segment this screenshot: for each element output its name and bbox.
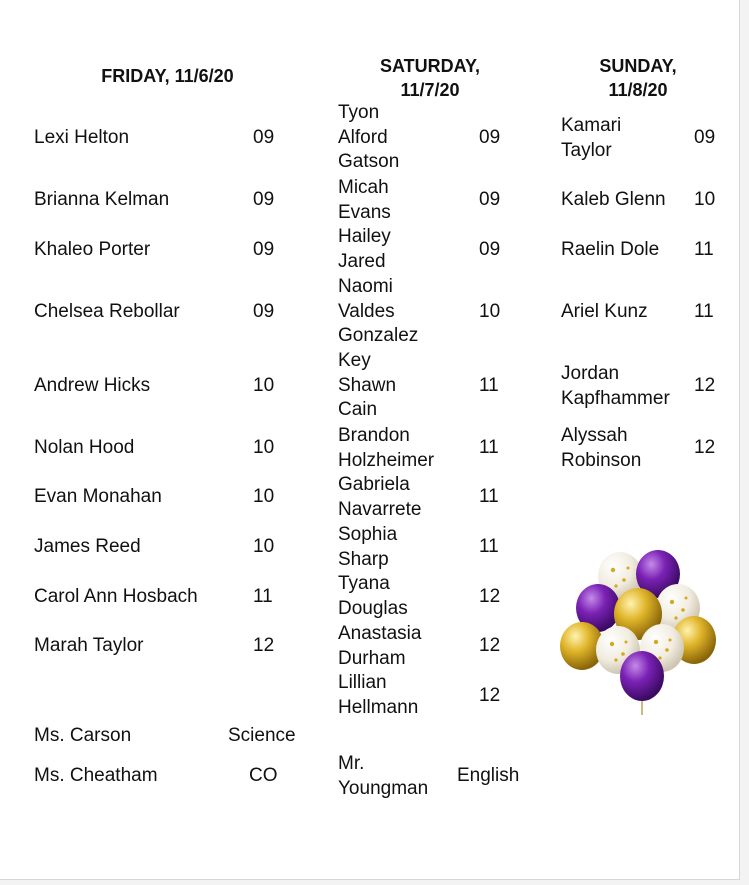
- friday-student-grade: 09: [253, 301, 275, 322]
- name-line: Sharp: [338, 548, 389, 570]
- name-line: Evans: [338, 201, 391, 223]
- saturday-header: [340, 54, 520, 102]
- name-line: Kamari: [561, 115, 622, 136]
- name-line: Shawn: [338, 374, 397, 396]
- name-line: Anastasia: [338, 623, 422, 644]
- friday-teacher-name: Ms. Cheatham: [34, 765, 158, 786]
- name-line: Youngman: [338, 777, 429, 799]
- name-line: Durham: [338, 647, 406, 669]
- friday-student-grade: 10: [253, 486, 275, 507]
- friday-student-name: Chelsea Rebollar: [34, 301, 180, 322]
- sunday-student-grade: 11: [694, 239, 714, 260]
- sunday-student-name: [561, 362, 670, 411]
- friday-student-name: Brianna Kelman: [34, 189, 170, 210]
- saturday-student-grade: 12: [479, 635, 501, 656]
- saturday-student-grade: 09: [479, 127, 501, 148]
- name-line: Kaleb Glenn: [561, 189, 666, 210]
- sunday-student-grade: 10: [694, 189, 716, 210]
- name-line: Mr.: [338, 753, 365, 774]
- friday-student-name: Khaleo Porter: [34, 239, 151, 260]
- saturday-student-grade: 11: [479, 437, 499, 458]
- balloons-icon: [558, 550, 718, 720]
- saturday-student-name: [338, 473, 421, 522]
- sunday-header: [568, 54, 708, 102]
- friday-student-grade: 11: [253, 586, 273, 607]
- sunday-student-grade: 09: [694, 127, 716, 148]
- sunday-student-grade: 12: [694, 437, 716, 458]
- name-line: Gonzalez: [338, 325, 419, 346]
- name-line: Brandon: [338, 425, 410, 446]
- sunday-student-name: [561, 114, 621, 163]
- saturday-student-grade: 11: [479, 375, 499, 396]
- saturday-student-name: [338, 622, 421, 671]
- name-line: Gatson: [338, 151, 400, 172]
- saturday-header-line1: SATURDAY,: [379, 56, 481, 76]
- name-line: Kapfhammer: [561, 387, 670, 409]
- name-line: Micah: [338, 177, 389, 198]
- saturday-student-name: [338, 523, 397, 572]
- friday-teacher-subject: Science: [228, 725, 296, 746]
- sunday-student-name: [561, 188, 666, 213]
- saturday-student-name: [338, 176, 391, 225]
- friday-student-name: Evan Monahan: [34, 486, 162, 507]
- name-line: Ariel Kunz: [561, 301, 648, 322]
- friday-student-grade: 10: [253, 536, 275, 557]
- name-line: Lillian: [338, 672, 387, 693]
- name-line: Raelin Dole: [561, 239, 660, 260]
- name-line: Tyon: [338, 102, 380, 123]
- name-line: Hellmann: [338, 696, 419, 718]
- friday-student-name: Andrew Hicks: [34, 375, 151, 396]
- name-line: Naomi: [338, 276, 393, 297]
- friday-student-name: James Reed: [34, 536, 141, 557]
- friday-student-name: Lexi Helton: [34, 127, 130, 148]
- friday-header: FRIDAY, 11/6/20: [101, 66, 234, 86]
- sunday-student-grade: 12: [694, 375, 716, 396]
- saturday-student-name: [338, 275, 418, 349]
- saturday-student-name: [338, 671, 418, 720]
- friday-student-grade: 10: [253, 375, 275, 396]
- saturday-header-line2: 11/7/20: [400, 80, 460, 100]
- saturday-student-grade: 11: [479, 536, 499, 557]
- name-line: Douglas: [338, 597, 408, 619]
- friday-student-grade: 12: [253, 635, 275, 656]
- saturday-student-grade: 09: [479, 239, 501, 260]
- friday-teacher-name: Ms. Carson: [34, 725, 132, 746]
- saturday-student-name: [338, 225, 391, 274]
- name-line: Cain: [338, 399, 378, 420]
- sunday-student-grade: 11: [694, 301, 714, 322]
- friday-student-grade: 09: [253, 127, 275, 148]
- friday-student-name: Nolan Hood: [34, 437, 135, 458]
- name-line: Sophia: [338, 524, 398, 545]
- name-line: Key: [338, 350, 371, 371]
- sunday-student-name: [561, 300, 648, 325]
- name-line: Jared: [338, 250, 386, 272]
- name-line: Alford: [338, 126, 388, 148]
- friday-student-grade: 10: [253, 437, 275, 458]
- friday-student-name: Marah Taylor: [34, 635, 144, 656]
- saturday-student-name: [338, 101, 399, 175]
- name-line: Jordan: [561, 363, 620, 384]
- saturday-student-name: [338, 572, 408, 621]
- friday-student-grade: 09: [253, 239, 275, 260]
- sunday-header-line1: SUNDAY,: [599, 56, 677, 76]
- friday-student-name: Carol Ann Hosbach: [34, 586, 198, 607]
- name-line: Holzheimer: [338, 449, 435, 471]
- friday-teacher-subject: CO: [249, 765, 278, 786]
- name-line: Valdes: [338, 300, 395, 322]
- saturday-teacher-subject: English: [457, 765, 520, 786]
- name-line: Tyana: [338, 573, 390, 594]
- sunday-student-name: [561, 424, 641, 473]
- saturday-student-name: [338, 349, 396, 423]
- saturday-student-grade: 12: [479, 685, 501, 706]
- name-line: Hailey: [338, 226, 391, 247]
- friday-student-grade: 09: [253, 189, 275, 210]
- name-line: Robinson: [561, 449, 642, 471]
- sunday-student-name: [561, 238, 659, 263]
- name-line: Alyssah: [561, 425, 628, 446]
- saturday-teacher-name: [338, 752, 428, 801]
- name-line: Gabriela: [338, 474, 410, 495]
- name-line: Taylor: [561, 139, 612, 161]
- saturday-student-grade: 12: [479, 586, 501, 607]
- saturday-student-name: [338, 424, 434, 473]
- saturday-student-grade: 10: [479, 301, 501, 322]
- saturday-student-grade: 09: [479, 189, 501, 210]
- name-line: Navarrete: [338, 498, 422, 520]
- sunday-header-line2: 11/8/20: [608, 80, 668, 100]
- saturday-student-grade: 11: [479, 486, 499, 507]
